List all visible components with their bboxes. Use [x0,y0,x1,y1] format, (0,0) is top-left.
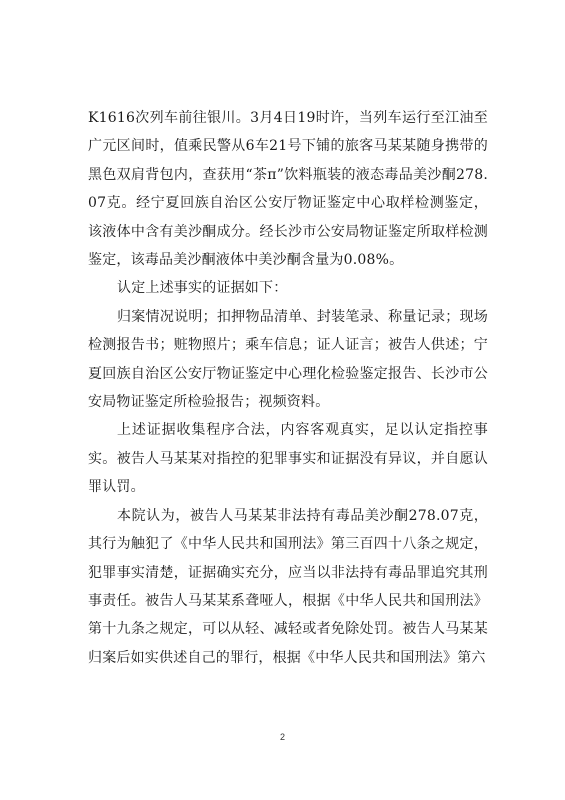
paragraph-evidence-heading: 认定上述事实的证据如下： [117,280,288,297]
paragraph-evidence-assessment: 上述证据收集程序合法，内容客观真实，足以认定指控事实。被告人马某某对指控的犯罪事实和证据没有异议，并自愿认罪认罚。 [88,422,488,496]
page-number: 2 [279,732,285,742]
paragraph-evidence-list: 归案情况说明；扣押物品清单、封装笔录、称量记录；现场检测报告书；赃物照片；乘车信息；证人证言；被告人供述；宁夏回族自治区公安厅物证鉴定中心理化检验鉴定报告、长沙市公安局物证鉴定所检验报告；视频资料。 [88,308,488,411]
document-body [88,104,488,672]
paragraph-case-facts: K1616次列车前往银川。3月4日19时许，当列车运行至江油至广元区间时，值乘民警从6车21号下铺的旅客马某某随身携带的黑色双肩背包内，查获用“茶π”饮料瓶装的液态毒品美沙酮278.07克。经宁夏回族自治区公安厅物证鉴定中心取样检测鉴定，该液体中含有美沙酮成分。经长沙市公安局物证鉴定所取样检测鉴定，该毒品美沙酮液体中美沙酮含量为0.08%。 [88,110,488,269]
paragraph-court-opinion: 本院认为，被告人马某某非法持有毒品美沙酮278.07克，其行为触犯了《中华人民共和国刑法》第三百四十八条之规定，犯罪事实清楚，证据确实充分，应当以非法持有毒品罪追究其刑事责任。被告人马某某系聋哑人，根据《中华人民共和国刑法》第十九条之规定，可以从轻、减轻或者免除处罚。被告人马某某归案后如实供述自己的罪行，根据《中华人民共和国刑法》第六 [88,507,488,666]
